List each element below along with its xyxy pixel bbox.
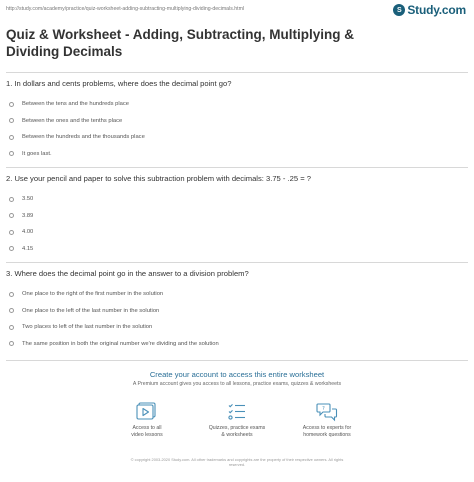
copyright-footer [80,457,394,467]
page-header [6,4,468,18]
feature-quizzes [192,402,282,438]
page-url[interactable]: http://study.com/academy/practice/quiz-worksheet-adding-subtracting-multiplying-dividing-decimals.html [6,6,245,12]
answer-option[interactable] [6,208,468,225]
feature-video-lessons [102,402,192,438]
answer-label: Between the hundreds and the thousands place [22,134,145,141]
radio-button[interactable] [9,292,14,297]
cta-subtitle: A Premium account gives you access to all lessons, practice exams, quizzes & worksheets [132,381,342,387]
question-text: 3. Where does the decimal point go in the answer to a division problem? [6,269,249,278]
answer-options [6,96,468,162]
question-1 [6,72,468,162]
divider [6,360,468,361]
answer-label: 3.50 [22,196,34,203]
quiz-checklist-icon [226,402,248,422]
answer-options [6,191,468,257]
video-lesson-icon [136,402,158,422]
answer-label: Between the tens and the hundreds place [22,101,129,108]
answer-option[interactable] [6,129,468,146]
logo-text: Study.com [407,3,466,17]
feature-label-line: video lessons [131,431,163,438]
answer-label: One place to the right of the first number in the solution [22,291,164,298]
feature-label [192,425,282,438]
cta-title[interactable]: Create your account to access this entire worksheet [149,370,325,379]
answer-option[interactable] [6,241,468,258]
answer-label: It goes last. [22,150,52,157]
answer-option[interactable] [6,146,468,163]
radio-button[interactable] [9,118,14,123]
page-title: Quiz & Worksheet - Adding, Subtracting, Multiplying & Dividing Decimals [6,27,354,59]
radio-button[interactable] [9,102,14,107]
radio-button[interactable] [9,151,14,156]
feature-label-line: & worksheets [221,431,253,438]
answer-label: 4.15 [22,245,34,252]
premium-cta [0,360,474,387]
feature-label [282,425,372,438]
feature-label [102,425,192,438]
question-3 [6,262,468,352]
feature-label-line: Quizzes, practice exams [208,425,266,431]
answer-options [6,286,468,352]
answer-label: The same position in both the original number we're dividing and the solution [22,340,219,347]
question-text: 2. Use your pencil and paper to solve this subtraction problem with decimals: 3.75 - .25 = ? [6,174,311,183]
footer-line: © copyright 2003-2020 Study.com. All other trademarks and copyrights are the property of their respective owners. All rights [130,457,344,462]
logo-mark-icon: S [393,4,405,16]
answer-label: Between the ones and the tenths place [22,117,123,124]
answer-label: 3.89 [22,212,34,219]
radio-button[interactable] [9,341,14,346]
radio-button[interactable] [9,230,14,235]
feature-experts [282,402,372,438]
question-2 [6,167,468,257]
question-text: 1. In dollars and cents problems, where does the decimal point go? [6,79,232,88]
answer-option[interactable] [6,96,468,113]
answer-option[interactable] [6,113,468,130]
answer-option[interactable] [6,286,468,303]
svg-text:?: ? [322,406,325,412]
radio-button[interactable] [9,213,14,218]
radio-button[interactable] [9,246,14,251]
footer-line: reserved. [228,462,246,467]
radio-button[interactable] [9,135,14,140]
answer-label: 4.00 [22,229,34,236]
radio-button[interactable] [9,325,14,330]
feature-label-line: Access to experts for [302,425,352,431]
radio-button[interactable] [9,197,14,202]
chat-experts-icon [316,402,338,422]
feature-label-line: homework questions [303,431,351,438]
answer-option[interactable] [6,224,468,241]
study-logo[interactable] [393,3,466,17]
feature-label-line: Access to all [132,425,162,431]
answer-option[interactable] [6,319,468,336]
radio-button[interactable] [9,308,14,313]
answer-option[interactable] [6,191,468,208]
answer-option[interactable] [6,336,468,353]
answer-option[interactable] [6,303,468,320]
answer-label: Two places to left of the last number in the solution [22,324,153,331]
answer-label: One place to the left of the last number in the solution [22,307,160,314]
